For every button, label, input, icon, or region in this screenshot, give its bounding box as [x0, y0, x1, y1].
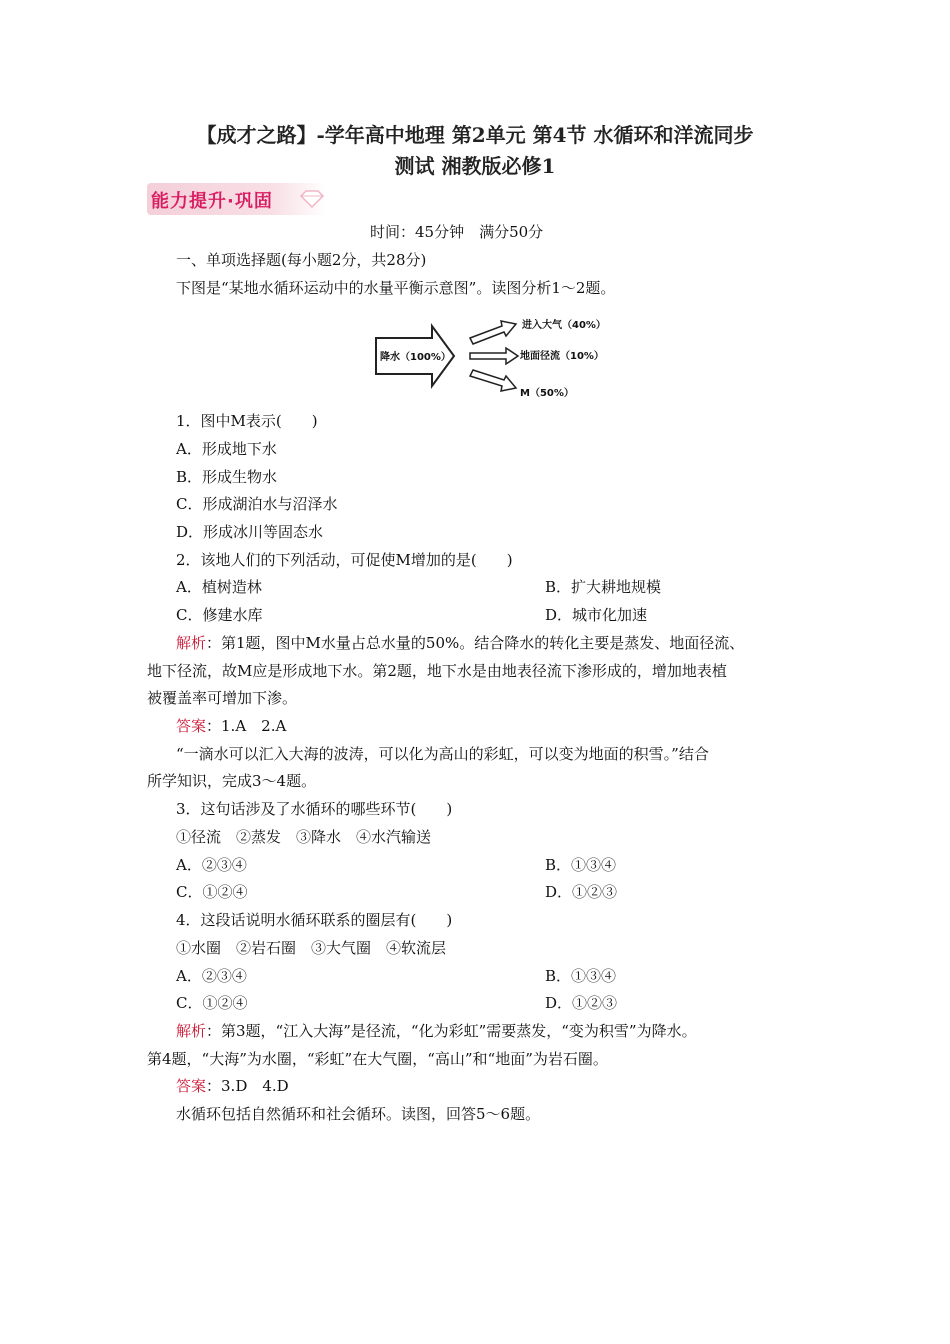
quote-line-1: “一滴水可以汇入大海的波涛，可以化为高山的彩虹，可以变为地面的积雪。”结合 — [176, 745, 709, 763]
intro-text-1: 下图是“某地水循环运动中的水量平衡示意图”。读图分析1～2题。 — [176, 279, 616, 297]
section-badge — [147, 183, 327, 215]
question-4-stem: 4．这段话说明水循环联系的圈层有( ) — [176, 911, 453, 929]
arrow-up — [470, 321, 516, 344]
question-3-option-c: C．①②④ — [176, 883, 248, 901]
answer-1: 答案：1.A 2.A — [176, 717, 287, 735]
title-line-2: 测试 湘教版必修1 — [394, 154, 556, 178]
question-4-option-c: C．①②④ — [176, 994, 248, 1012]
question-3-option-d: D．①②③ — [545, 883, 618, 901]
quote-line-2: 所学知识，完成3～4题。 — [147, 772, 317, 790]
question-4-option-b: B．①③④ — [545, 967, 617, 985]
question-4-option-d: D．①②③ — [545, 994, 618, 1012]
analysis-1-line-2: 地下径流，故M应是形成地下水。第2题，地下水是由地表径流下渗形成的，增加地表植 — [147, 662, 727, 680]
question-1-option-c: C．形成湖泊水与沼泽水 — [176, 495, 338, 513]
diagram-output-1: 进入大气（40%） — [522, 320, 606, 331]
badge-label: 能力提升·巩固 — [151, 191, 273, 212]
question-4-items: ①水圈 ②岩石圈 ③大气圈 ④软流层 — [176, 939, 447, 957]
question-3-option-a: A．②③④ — [176, 856, 247, 874]
analysis-label: 解析 — [176, 634, 207, 652]
answer-2: 答案：3.D 4.D — [176, 1077, 289, 1095]
answer-label: 答案 — [176, 1077, 207, 1095]
arrow-middle — [470, 348, 518, 364]
analysis-label: 解析 — [176, 1022, 207, 1040]
analysis-1-line-1: 解析：第1题，图中M水量占总水量的50%。结合降水的转化主要是蒸发、地面径流、 — [176, 634, 745, 652]
document-title — [100, 120, 850, 182]
water-balance-diagram — [370, 312, 630, 404]
diamond-icon — [299, 189, 325, 209]
question-3-stem: 3．这句话涉及了水循环的哪些环节( ) — [176, 800, 453, 818]
question-2-option-b: B．扩大耕地规模 — [545, 578, 662, 596]
question-1-option-b: B．形成生物水 — [176, 468, 278, 486]
question-2-stem: 2．该地人们的下列活动，可促使M增加的是( ) — [176, 551, 513, 569]
section-heading: 一、单项选择题(每小题2分，共28分) — [176, 251, 427, 269]
arrow-down — [470, 370, 516, 391]
question-3-option-b: B．①③④ — [545, 856, 617, 874]
time-info: 时间：45分钟 满分50分 — [370, 223, 544, 241]
diagram-output-3: M（50%） — [520, 388, 574, 399]
title-line-1: 【成才之路】-学年高中地理 第2单元 第4节 水循环和洋流同步 — [196, 123, 754, 147]
question-2-option-c: C．修建水库 — [176, 606, 263, 624]
question-1-option-d: D．形成冰川等固态水 — [176, 523, 324, 541]
analysis-1-line-3: 被覆盖率可增加下渗。 — [147, 689, 298, 707]
intro-text-2: 水循环包括自然循环和社会循环。读图，回答5～6题。 — [176, 1105, 541, 1123]
analysis-2-line-2: 第4题，“大海”为水圈，“彩虹”在大气圈，“高山”和“地面”为岩石圈。 — [147, 1050, 608, 1068]
question-1-option-a: A．形成地下水 — [176, 440, 277, 458]
analysis-2-line-1: 解析：第3题，“江入大海”是径流，“化为彩虹”需要蒸发，“变为积雪”为降水。 — [176, 1022, 697, 1040]
diagram-input-label: 降水（100%） — [380, 352, 451, 363]
question-1-stem: 1．图中M表示( ) — [176, 412, 318, 430]
question-2-option-d: D．城市化加速 — [545, 606, 648, 624]
question-4-option-a: A．②③④ — [176, 967, 247, 985]
answer-label: 答案 — [176, 717, 207, 735]
question-3-items: ①径流 ②蒸发 ③降水 ④水汽输送 — [176, 828, 432, 846]
diagram-output-2: 地面径流（10%） — [520, 351, 604, 362]
question-2-option-a: A．植树造林 — [176, 578, 262, 596]
